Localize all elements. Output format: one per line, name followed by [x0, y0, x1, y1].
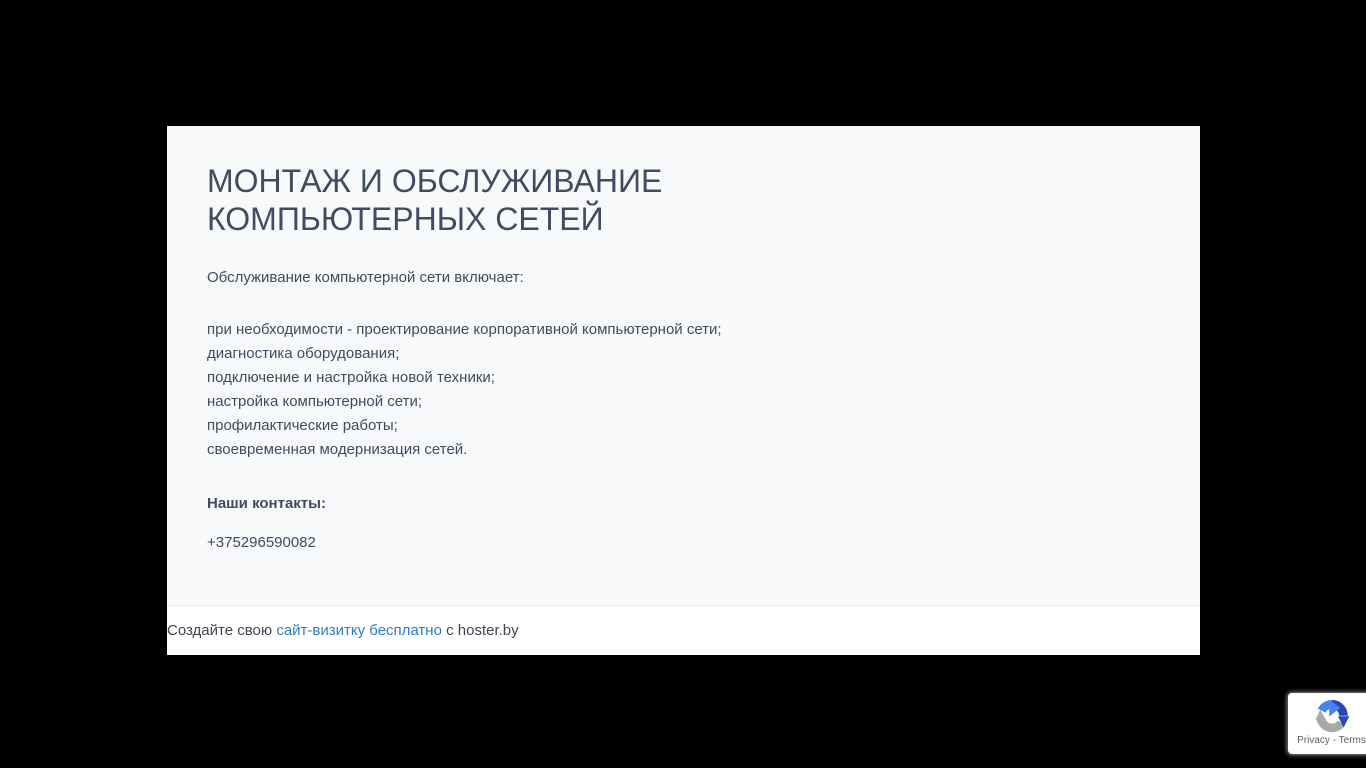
footer	[167, 605, 1200, 655]
create-site-link[interactable]: сайт-визитку бесплатно	[276, 622, 442, 639]
content-card	[167, 126, 1200, 605]
footer-text-prefix: Создайте свою	[167, 622, 277, 639]
service-item: настройка компьютерной сети;	[207, 393, 423, 410]
intro-text: Обслуживание компьютерной сети включает:	[207, 269, 524, 286]
site-container	[167, 126, 1200, 655]
contacts-heading: Наши контакты:	[207, 495, 326, 512]
recaptcha-privacy-terms[interactable]: Privacy - Terms	[1297, 735, 1366, 746]
phone-number: +375296590082	[207, 534, 316, 551]
service-item: диагностика оборудования;	[207, 345, 400, 362]
service-item: при необходимости - проектирование корпоративной компьютерной сети;	[207, 321, 722, 338]
service-item: подключение и настройка новой техники;	[207, 369, 495, 386]
footer-text-suffix: с hoster.by	[441, 622, 519, 639]
page-title: МОНТАЖ И ОБСЛУЖИВАНИЕ КОМПЬЮТЕРНЫХ СЕТЕЙ	[207, 163, 663, 237]
services-list	[207, 318, 1160, 462]
service-item: профилактические работы;	[207, 417, 398, 434]
recaptcha-badge[interactable]	[1288, 693, 1366, 754]
recaptcha-logo-icon	[1313, 696, 1351, 734]
service-item: своевременная модернизация сетей.	[207, 441, 468, 458]
